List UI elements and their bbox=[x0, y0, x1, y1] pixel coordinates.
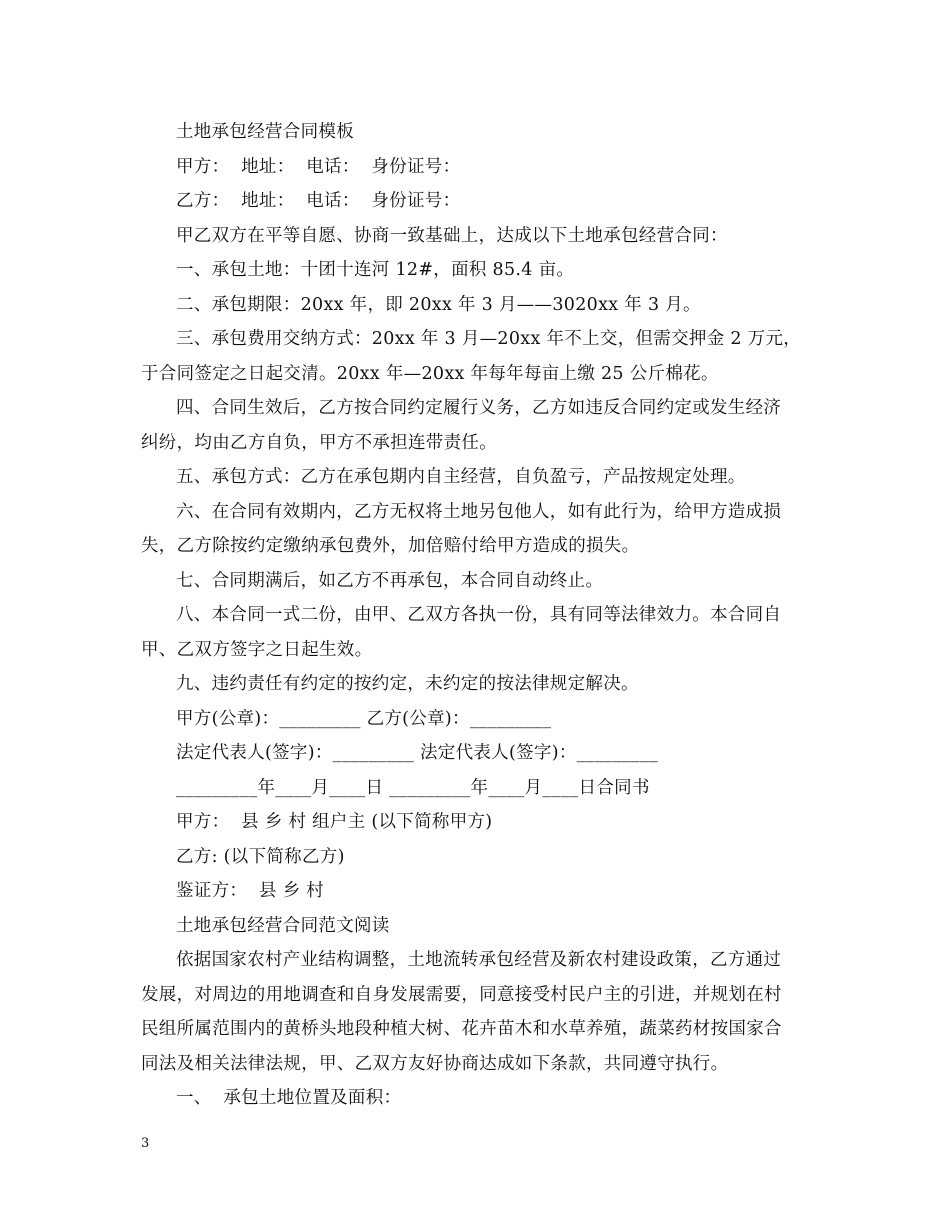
text-line: 土地承包经营合同模板 bbox=[176, 122, 354, 142]
text-line: 一、承包土地：十团十连河 12#，面积 85.4 亩。 bbox=[176, 260, 575, 280]
text-line: 同法及相关法律法规，甲、乙双方友好协商达成如下条款，共同遵守执行。 bbox=[141, 1053, 729, 1074]
text-line: _________年____月____日 _________年____月____日合同书 bbox=[176, 777, 650, 798]
text-line: 九、违约责任有约定的按约定，未约定的按法律规定解决。 bbox=[176, 674, 639, 694]
text-line: 甲乙双方在平等自愿、协商一致基础上，达成以下土地承包经营合同： bbox=[176, 225, 728, 246]
text-line: 民组所属范围内的黄桥头地段种植大树、花卉苗木和水草养殖，蔬菜药材按国家合 bbox=[141, 1019, 782, 1039]
text-line: 二、承包期限：20xx 年，即 20xx 年 3 月——3020xx 年 3 月。 bbox=[176, 294, 701, 315]
text-line: 甲方： 地址： 电话： 身份证号： bbox=[176, 156, 461, 177]
text-line: 七、合同期满后，如乙方不再承包，本合同自动终止。 bbox=[176, 570, 604, 591]
text-line: 纠纷，均由乙方自负，甲方不承担连带责任。 bbox=[141, 432, 497, 453]
text-line: 一、 承包土地位置及面积： bbox=[176, 1088, 402, 1108]
text-line: 甲方： 县 乡 村 组户主 (以下简称甲方) bbox=[176, 812, 493, 832]
page-number: 3 bbox=[141, 1136, 150, 1151]
text-line: 乙方: (以下简称乙方) bbox=[176, 846, 345, 867]
text-line: 八、本合同一式二份，由甲、乙双方各执一份，具有同等法律效力。本合同自 bbox=[176, 605, 782, 625]
document-body bbox=[141, 115, 813, 1116]
text-line: 鉴证方： 县 乡 村 bbox=[176, 881, 325, 901]
text-line: 甲方(公章)：_________ 乙方(公章)：_________ bbox=[176, 708, 552, 729]
text-line: 土地承包经营合同范文阅读 bbox=[176, 915, 390, 936]
text-line: 发展，对周边的用地调查和自身发展需要，同意接受村民户主的引进，并规划在村 bbox=[141, 984, 782, 1005]
text-line: 甲、乙双方签字之日起生效。 bbox=[141, 639, 373, 660]
text-line: 于合同签定之日起交清。20xx 年—20xx 年每年每亩上缴 25 公斤棉花。 bbox=[141, 363, 719, 384]
text-line: 乙方： 地址： 电话： 身份证号： bbox=[176, 191, 461, 211]
text-line: 六、在合同有效期内，乙方无权将土地另包他人，如有此行为，给甲方造成损 bbox=[176, 501, 782, 522]
text-line: 四、合同生效后，乙方按合同约定履行义务，乙方如违反合同约定或发生经济 bbox=[176, 398, 782, 418]
text-line: 依据国家农村产业结构调整，土地流转承包经营及新农村建设政策，乙方通过 bbox=[176, 950, 782, 970]
text-line: 法定代表人(签字)：_________ 法定代表人(签字)：_________ bbox=[176, 743, 659, 763]
text-line: 五、承包方式：乙方在承包期内自主经营，自负盈亏，产品按规定处理。 bbox=[176, 467, 746, 487]
text-line: 三、承包费用交纳方式：20xx 年 3 月—20xx 年不上交，但需交押金 2 万元， bbox=[176, 329, 802, 349]
text-line: 失，乙方除按约定缴纳承包费外，加倍赔付给甲方造成的损失。 bbox=[141, 536, 640, 556]
